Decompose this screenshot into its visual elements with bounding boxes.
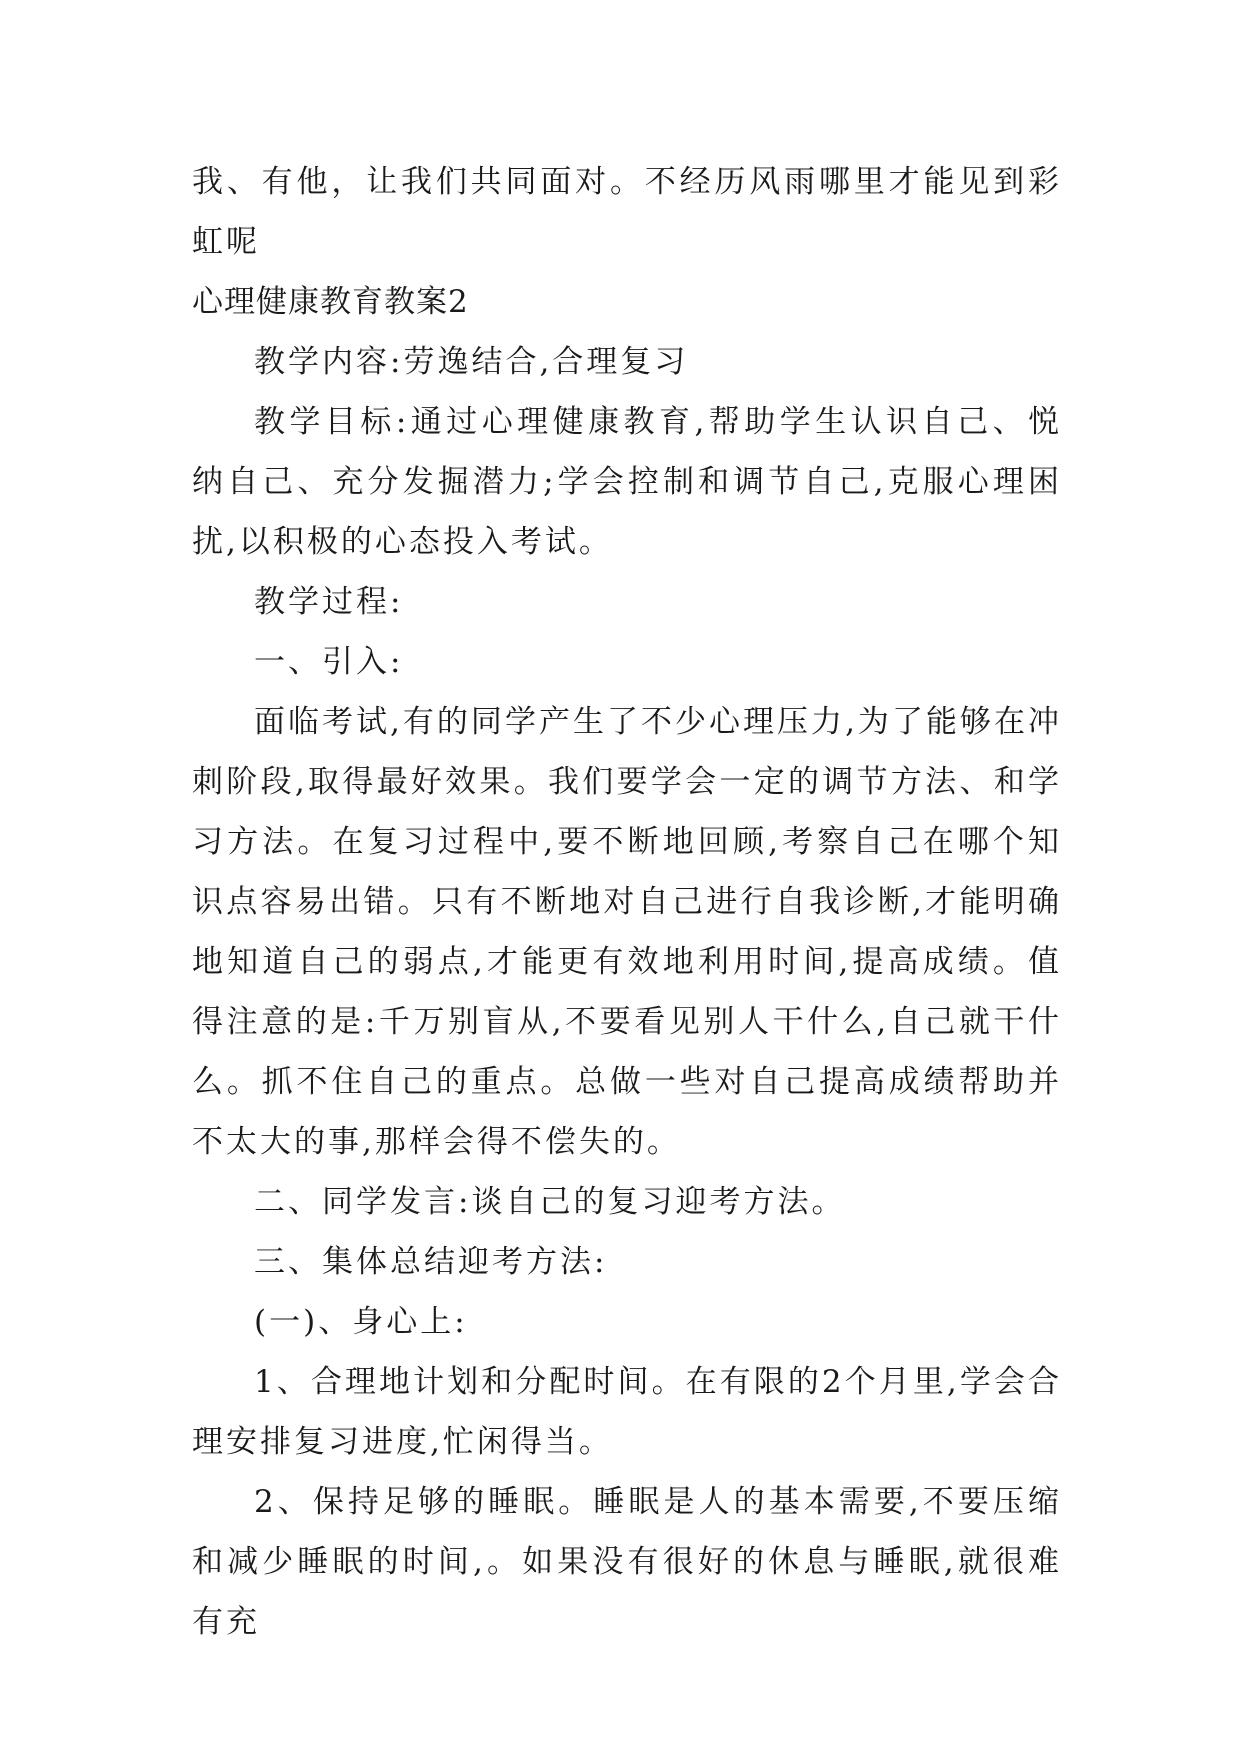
paragraph-intro-heading: 一、引入: xyxy=(254,644,404,680)
paragraph-summary-heading: 三、集体总结迎考方法: xyxy=(254,1244,608,1280)
paragraph-item-1: 1、合理地计划和分配时间。在有限的2个月里,学会合理安排复习进度,忙闲得当。 xyxy=(192,1364,1062,1460)
paragraph-teaching-content: 教学内容:劳逸结合,合理复习 xyxy=(254,344,689,380)
section-heading: 心理健康教育教案2 xyxy=(192,284,469,320)
paragraph-continuation: 我、有他，让我们共同面对。不经历风雨哪里才能见到彩虹呢 xyxy=(192,164,1062,260)
paragraph-teaching-process: 教学过程: xyxy=(254,584,404,620)
paragraph-intro-body: 面临考试,有的同学产生了不少心理压力,为了能够在冲刺阶段,取得最好效果。我们要学会一定的调节方法、和学习方法。在复习过程中,要不断地回顾,考察自己在哪个知识点容易出错。只有不断地对自己进行自我诊断,才能明确地知道自己的弱点,才能更有效地利用时间,提高成绩。值得注意的是:千万别盲从,不要看见别人干什么,自己就干什么。抓不住自己的重点。总做一些对自己提高成绩帮助并不太大的事,那样会得不偿失的。 xyxy=(192,704,1062,1160)
paragraph-body-mind: (一)、身心上: xyxy=(254,1304,468,1340)
document-body xyxy=(192,152,1062,1652)
paragraph-item-2: 2、保持足够的睡眠。睡眠是人的基本需要,不要压缩和减少睡眠的时间,。如果没有很好的休息与睡眠,就很难有充 xyxy=(192,1484,1062,1640)
paragraph-student-speech: 二、同学发言:谈自己的复习迎考方法。 xyxy=(254,1184,846,1220)
paragraph-teaching-goals: 教学目标:通过心理健康教育,帮助学生认识自己、悦纳自己、充分发掘潜力;学会控制和调节自己,克服心理困扰,以积极的心态投入考试。 xyxy=(192,404,1062,560)
